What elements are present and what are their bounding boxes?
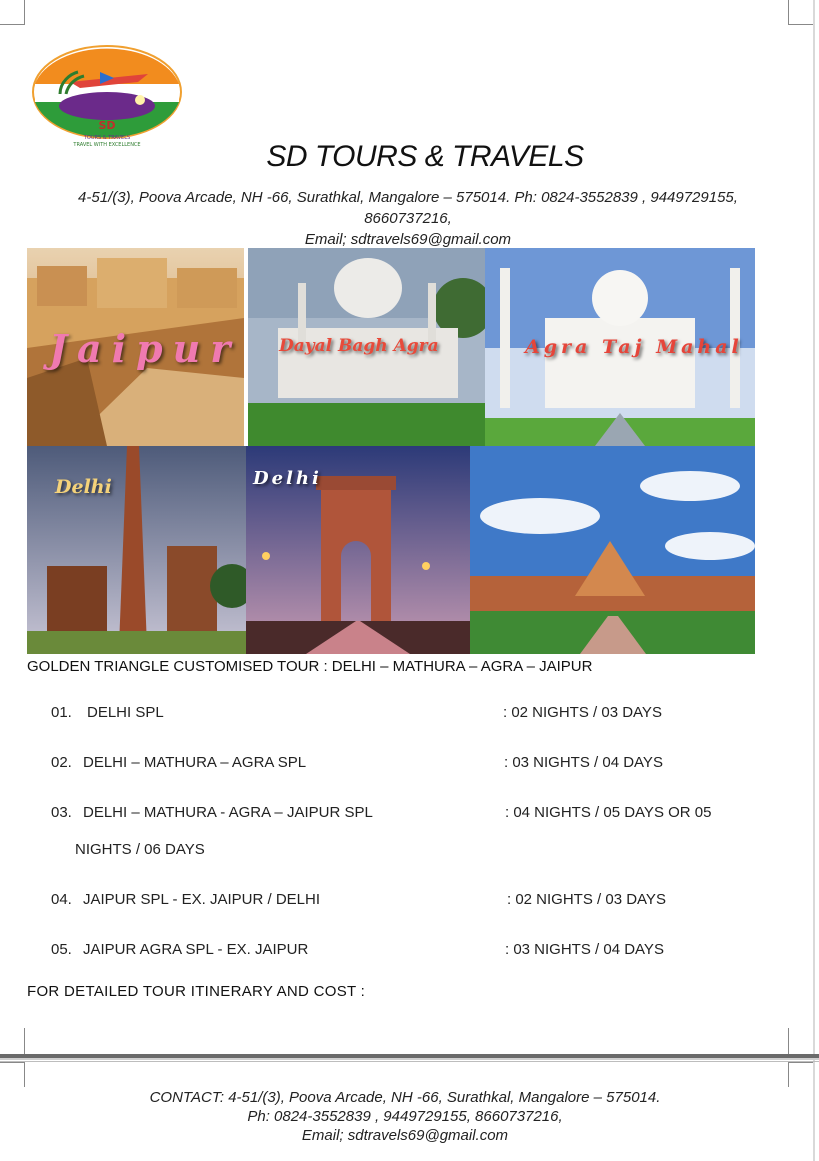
package-name: DELHI SPL xyxy=(87,704,164,721)
package-number: 05. xyxy=(51,941,72,958)
photo-jaipur xyxy=(27,248,244,446)
address-line-1: 4-51/(3), Poova Arcade, NH -66, Surathkal, Mangalore – 575014. Ph: 0824-3552839 , 9449729155, xyxy=(78,189,738,206)
footer-contact xyxy=(0,1088,810,1145)
page-break-rule xyxy=(0,1054,819,1060)
package-number: 02. xyxy=(51,754,72,771)
tour-heading: GOLDEN TRIANGLE CUSTOMISED TOUR : DELHI – MATHURA – AGRA – JAIPUR xyxy=(27,658,593,675)
crop-mark-bottom-left xyxy=(0,1062,25,1087)
crop-mark-top-left xyxy=(0,0,25,25)
crop-mark-mid-right xyxy=(788,1028,813,1055)
itinerary-note: FOR DETAILED TOUR ITINERARY AND COST : xyxy=(27,983,366,1000)
package-duration-continuation: NIGHTS / 06 DAYS xyxy=(75,841,205,858)
crop-mark-top-right xyxy=(788,0,813,25)
caption-delhi-india-gate: Delhi xyxy=(253,468,322,489)
company-address xyxy=(48,187,768,250)
company-logo xyxy=(30,44,184,148)
package-duration: : 02 NIGHTS / 03 DAYS xyxy=(507,891,666,908)
page-edge xyxy=(813,0,815,1161)
package-duration: : 03 NIGHTS / 04 DAYS xyxy=(504,754,663,771)
package-name: DELHI – MATHURA – AGRA SPL xyxy=(83,754,307,771)
logo-subtitle: TOURS & TRAVELS xyxy=(83,135,131,141)
package-duration: : 04 NIGHTS / 05 DAYS OR 05 xyxy=(505,804,712,821)
caption-delhi-qutub: Delhi xyxy=(55,476,112,498)
package-number: 04. xyxy=(51,891,72,908)
photo-taj-mahal xyxy=(485,248,755,446)
package-name: JAIPUR SPL - EX. JAIPUR / DELHI xyxy=(83,891,321,908)
package-duration: : 03 NIGHTS / 04 DAYS xyxy=(505,941,664,958)
email-line: Email; sdtravels69@gmail.com xyxy=(304,231,512,248)
destination-photo-collage xyxy=(27,248,755,654)
company-name: SD TOURS & TRAVELS xyxy=(266,140,584,173)
address-line-2: 8660737216, xyxy=(364,210,452,227)
package-name: JAIPUR AGRA SPL - EX. JAIPUR xyxy=(83,941,309,958)
logo-initials: SD xyxy=(98,119,116,132)
photo-india-gate xyxy=(246,446,470,654)
contact-line-3: Email; sdtravels69@gmail.com xyxy=(301,1127,509,1144)
contact-line-1: CONTACT: 4-51/(3), Poova Arcade, NH -66, Surathkal, Mangalore – 575014. xyxy=(149,1089,661,1106)
caption-taj-mahal: Agra Taj Mahal xyxy=(525,336,743,358)
photo-qutub-minar xyxy=(27,446,246,654)
caption-jaipur: Jaipur xyxy=(49,326,241,371)
page-break-rule-thin xyxy=(0,1061,819,1062)
photo-dayal-bagh xyxy=(248,248,485,446)
package-duration: : 02 NIGHTS / 03 DAYS xyxy=(503,704,662,721)
caption-dayal-bagh: Dayal Bagh Agra xyxy=(279,336,439,356)
contact-line-2: Ph: 0824-3552839 , 9449729155, 8660737216, xyxy=(247,1108,563,1125)
crop-mark-bottom-right xyxy=(788,1062,813,1087)
package-number: 03. xyxy=(51,804,72,821)
logo-tagline: TRAVEL WITH EXCELLENCE xyxy=(73,142,141,148)
package-number: 01. xyxy=(51,704,72,721)
photo-akshardham xyxy=(470,446,755,654)
package-name: DELHI – MATHURA - AGRA – JAIPUR SPL xyxy=(83,804,373,821)
crop-mark-mid-left xyxy=(0,1028,25,1055)
